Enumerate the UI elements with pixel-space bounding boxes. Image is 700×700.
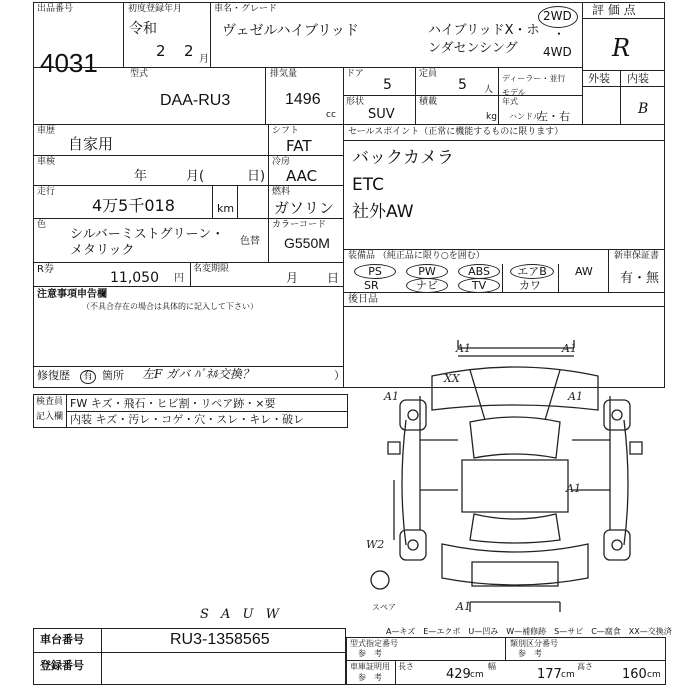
drive-2wd: 2WD: [543, 9, 572, 23]
spare-label: スペア: [372, 603, 396, 612]
displacement-label: 排気量: [270, 69, 298, 79]
width-unit: cm: [561, 670, 575, 680]
color-line2: メタリック: [70, 243, 135, 258]
damage-mark-right-side: A1: [566, 482, 581, 495]
equip-pw: PW: [406, 264, 448, 279]
drive-4wd: 4WD: [543, 45, 572, 59]
width-value: 177: [537, 667, 562, 682]
fuel-label: 燃料: [272, 187, 291, 197]
sales-point-2: ETC: [352, 175, 384, 195]
notice-label: 注意事項申告欄: [37, 289, 107, 300]
reg-month: 2: [184, 42, 194, 60]
warranty-value: 有・無: [620, 271, 660, 286]
reg-label: 初度登録年月: [128, 4, 183, 14]
shape-label: 形状: [346, 97, 365, 107]
reg-number-label: 登録番号: [40, 659, 84, 672]
model: DAA-RU3: [160, 92, 231, 109]
color-code-label: カラーコード: [272, 220, 327, 230]
damage-mark-rear: A1: [456, 600, 471, 613]
recycle-label: R券: [37, 264, 54, 275]
displacement: 1496: [285, 91, 321, 108]
grade-line1: ハイブリッドX・ホ: [428, 23, 540, 38]
repair-label: 修復歴: [37, 369, 70, 382]
equip-aw: AW: [575, 265, 593, 278]
length-unit: cm: [470, 670, 484, 680]
class-ref: 参 考: [518, 649, 542, 658]
interior-line: 内装 キズ・汚レ・コゲ・穴・スレ・キレ・破レ: [70, 413, 305, 426]
inspection-label: 車検: [37, 157, 56, 167]
fw-line: FW キズ・飛石・ヒビ割・リペア跡・×要: [70, 397, 276, 410]
aftermarket-label: 後日品: [348, 294, 378, 305]
inspection-month: 月(: [186, 169, 205, 184]
inspection-year: 年: [134, 169, 148, 184]
repair-place: 箇所: [102, 369, 124, 382]
repair-bracket: ）: [334, 369, 345, 382]
chassis-number: RU3-1358565: [170, 631, 270, 648]
shape: SUV: [368, 107, 395, 122]
lot-number: 4031: [40, 48, 98, 78]
era: 令和: [129, 21, 157, 37]
ac-label: 冷房: [272, 157, 291, 167]
width-label: 幅: [488, 662, 496, 671]
drive-sep: ・: [553, 27, 566, 41]
lot-label: 出品番号: [37, 4, 74, 14]
capacity-label: 定員: [419, 69, 438, 79]
license-month: 月: [286, 271, 299, 285]
equipment-title: 装備品 （純正品に限り○を囲む）: [348, 251, 485, 261]
equip-ps: PS: [354, 264, 396, 279]
recycle-amount: 11,050: [110, 270, 159, 286]
sales-point-3: 社外AW: [352, 202, 414, 222]
license-label: 名変期限: [193, 264, 230, 274]
load-label: 積載: [419, 97, 438, 107]
height-label: 高さ: [577, 662, 593, 671]
mileage: 4万5千018: [92, 196, 175, 215]
shift-label: シフト: [272, 126, 300, 136]
equip-sr: SR: [364, 279, 379, 292]
month-unit: 月: [199, 54, 209, 65]
damage-mark-front-left: A1: [456, 342, 471, 355]
type-no-label: 型式指定番号: [350, 639, 398, 648]
height-value: 160: [622, 667, 647, 682]
car-damage-diagram: [360, 330, 660, 620]
car-name: ヴェゼルハイブリッド: [222, 23, 359, 39]
eval-label: 評 価 点: [592, 3, 636, 17]
inspector-label2: 記入欄: [36, 412, 64, 422]
damage-mark-front-right: A1: [562, 342, 577, 355]
km-unit: km: [217, 202, 235, 215]
chassis-label: 車台番号: [40, 633, 84, 646]
damage-legend: A—キズ E—エクボ U—凹み W—補修跡 S—サビ C—腐食 XX—交換済: [386, 627, 672, 636]
height-unit: cm: [647, 670, 661, 680]
color-code: G550M: [284, 235, 330, 251]
exterior-label: 外装: [588, 72, 610, 85]
damage-mark-exchanged: XX: [444, 372, 460, 385]
yen-unit: 円: [174, 273, 184, 284]
handle-value: 左・右: [537, 110, 570, 123]
damage-mark-mirror-right: A1: [568, 390, 583, 403]
model-year-label2: 年式: [502, 97, 518, 106]
color-line1: シルバーミストグリーン・: [70, 227, 225, 242]
sales-point-1: バックカメラ: [352, 148, 454, 168]
dealer-label: ディーラー・並行: [502, 74, 566, 83]
type-ref: 参 考: [358, 649, 382, 658]
equip-leather: カワ: [519, 279, 541, 292]
doors: 5: [383, 77, 392, 93]
inspector-label1: 検査員: [36, 397, 64, 407]
equip-abs: ABS: [458, 264, 500, 279]
color-change-label: 色替: [240, 236, 260, 247]
fuel: ガソリン: [274, 199, 335, 217]
license-day: 日: [327, 271, 340, 285]
damage-mark-mirror-left: A1: [384, 390, 399, 403]
interior-label: 内装: [627, 72, 649, 85]
ac: AAC: [286, 167, 318, 185]
repair-circle: 有: [80, 370, 96, 384]
capacity-unit: 人: [484, 85, 494, 95]
doors-label: ドア: [346, 69, 364, 79]
bottom-handwritten-note: S A U W: [200, 607, 284, 622]
equip-navi: ナビ: [406, 278, 448, 293]
equip-airbag: エアB: [510, 264, 554, 279]
usage-label: 車歴: [37, 126, 56, 136]
name-label: 車名・グレード: [214, 4, 278, 14]
shift: FAT: [286, 137, 312, 155]
divider: [123, 2, 124, 67]
length-value: 429: [446, 667, 471, 682]
length-label: 長さ: [398, 662, 414, 671]
model-label: 型式: [130, 69, 149, 79]
interior-score: B: [638, 101, 649, 117]
cert-ref: 参 考: [358, 673, 382, 682]
handle-label: ハンドル: [509, 112, 541, 121]
cert-label: 車庫証明用: [350, 662, 390, 671]
equip-tv: TV: [458, 278, 500, 293]
eval-score: R: [612, 34, 631, 62]
capacity: 5: [458, 77, 467, 93]
usage: 自家用: [68, 135, 114, 153]
color-label: 色: [37, 220, 47, 230]
cc-unit: cc: [326, 110, 336, 120]
sales-points-title: セールスポイント（正常に機能するものに限ります）: [348, 127, 564, 137]
model-year-label1: モデル: [502, 88, 526, 97]
mileage-label: 走行: [37, 187, 56, 197]
warranty-label: 新車保証書: [614, 251, 660, 261]
reg-year: 2: [156, 42, 166, 60]
class-no-label: 類別区分番号: [510, 639, 558, 648]
notice-sub: （不具合存在の場合は具体的に記入して下さい）: [82, 302, 258, 311]
damage-mark-left-lower: W2: [366, 538, 385, 551]
grade-line2: ンダセンシング: [428, 41, 518, 56]
repair-note: 左F ガバ ﾊﾟﾈﾙ交換？: [142, 367, 254, 381]
kg-unit: kg: [486, 112, 497, 122]
inspection-day: 日): [247, 169, 266, 184]
